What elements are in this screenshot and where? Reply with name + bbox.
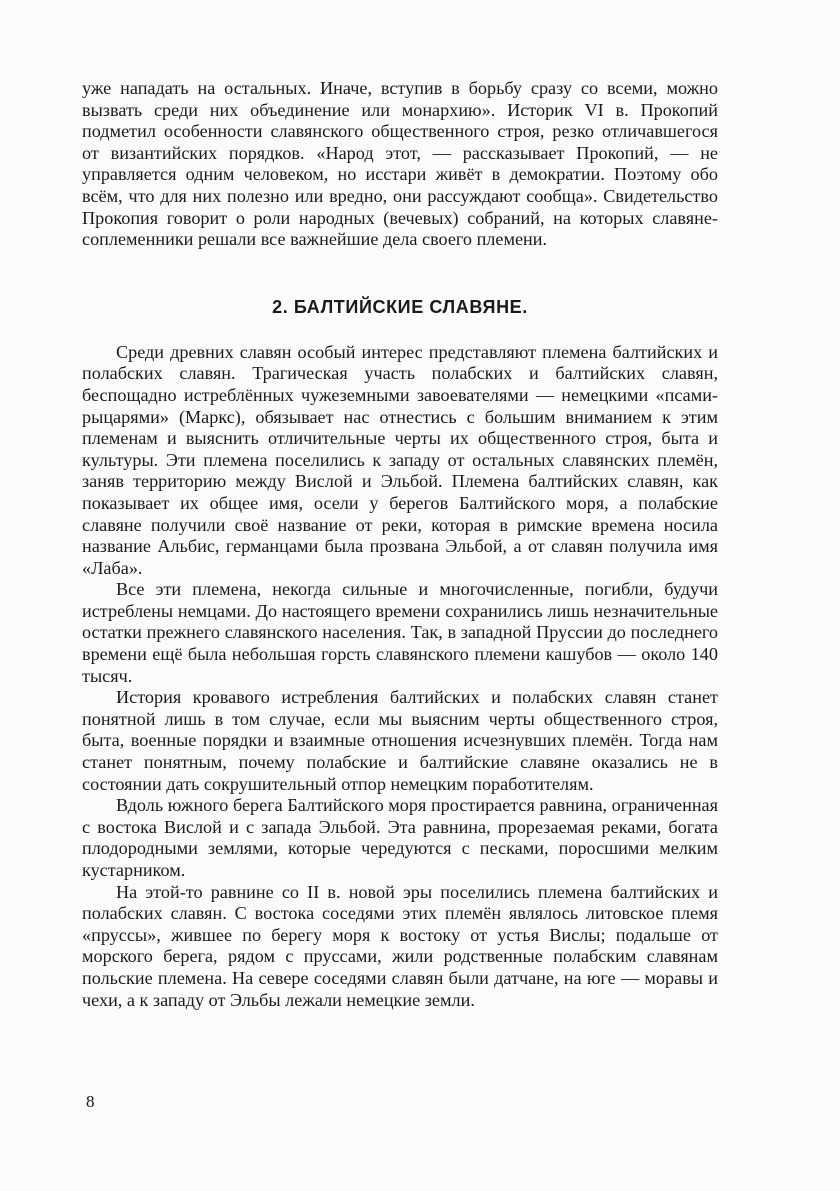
paragraph-1: Среди древних славян особый интерес представляют племена балтийских и полабских славян. Трагическая участь полабских и балтийских славян, беспощадно истреблённых чужеземными завоевателями — немецкими «псами-рыцарями» (Маркс), обязывает нас отнестись с большим вниманием к этим племенам и выяснить отличительные черты их общественного строя, быта и культуры. Эти племена поселились к западу от остальных славянских племён, заняв территорию между Вислой и Эльбой. Племена балтийских славян, как показывает их общее имя, осели у берегов Балтийского моря, а полабские славяне получили своё название от реки, которая в римские времена носила название Альбис, германцами была прозвана Эльбой, а от славян получила имя «Лаба». <box>82 341 718 578</box>
paragraph-5: На этой-то равнине со II в. новой эры поселились племена балтийских и полабских славян. С востока соседями этих племён являлось литовское племя «пруссы», жившее по берегу моря к востоку от устья Вислы; подальше от морского берега, рядом с пруссами, жили родственные полабским славянам польские племена. На севере соседями славян были датчане, на юге — моравы и чехи, а к западу от Эльбы лежали немецкие земли. <box>82 881 718 1010</box>
paragraph-3: История кровавого истребления балтийских и полабских славян станет понятной лишь в том случае, если мы выясним черты общественного строя, быта, военные порядки и взаимные отношения исчезнувших племён. Тогда нам станет понятным, почему полабские и балтийские славяне оказались не в состоянии дать сокрушительный отпор немецким поработителям. <box>82 687 718 794</box>
paragraph-continued: уже нападать на остальных. Иначе, вступив в борьбу сразу со всеми, можно вызвать среди них объединение или монархию». Историк VI в. Прокопий подметил особенности славянского общественного строя, резко отличавшегося от византийских порядков. «Народ этот, — рассказывает Прокопий, — не управляется одним человеком, но исстари живёт в демократии. Поэтому обо всём, что для них полезно или вредно, они рассуждают сообща». Свидетельство Прокопия говорит о роли народных (вечевых) собраний, на которых славяне-соплеменники решали все важнейшие дела своего племени. <box>82 78 718 250</box>
page-number: 8 <box>86 1092 95 1111</box>
page-body <box>82 78 718 1011</box>
paragraph-4: Вдоль южного берега Балтийского моря простирается равнина, ограниченная с востока Вислой и с запада Эльбой. Эта равнина, прорезаемая реками, богата плодородными землями, которые чередуются с песками, поросшими мелким кустарником. <box>82 795 718 880</box>
paragraph-2: Все эти племена, некогда сильные и многочисленные, погибли, будучи истреблены немцами. До настоящего времени сохранились лишь незначительные остатки прежнего славянского населения. Так, в западной Пруссии до последнего времени ещё была небольшая горсть славянского племени кашубов — около 140 тысяч. <box>82 579 718 686</box>
section-heading: 2. БАЛТИЙСКИЕ СЛАВЯНЕ. <box>272 296 528 317</box>
